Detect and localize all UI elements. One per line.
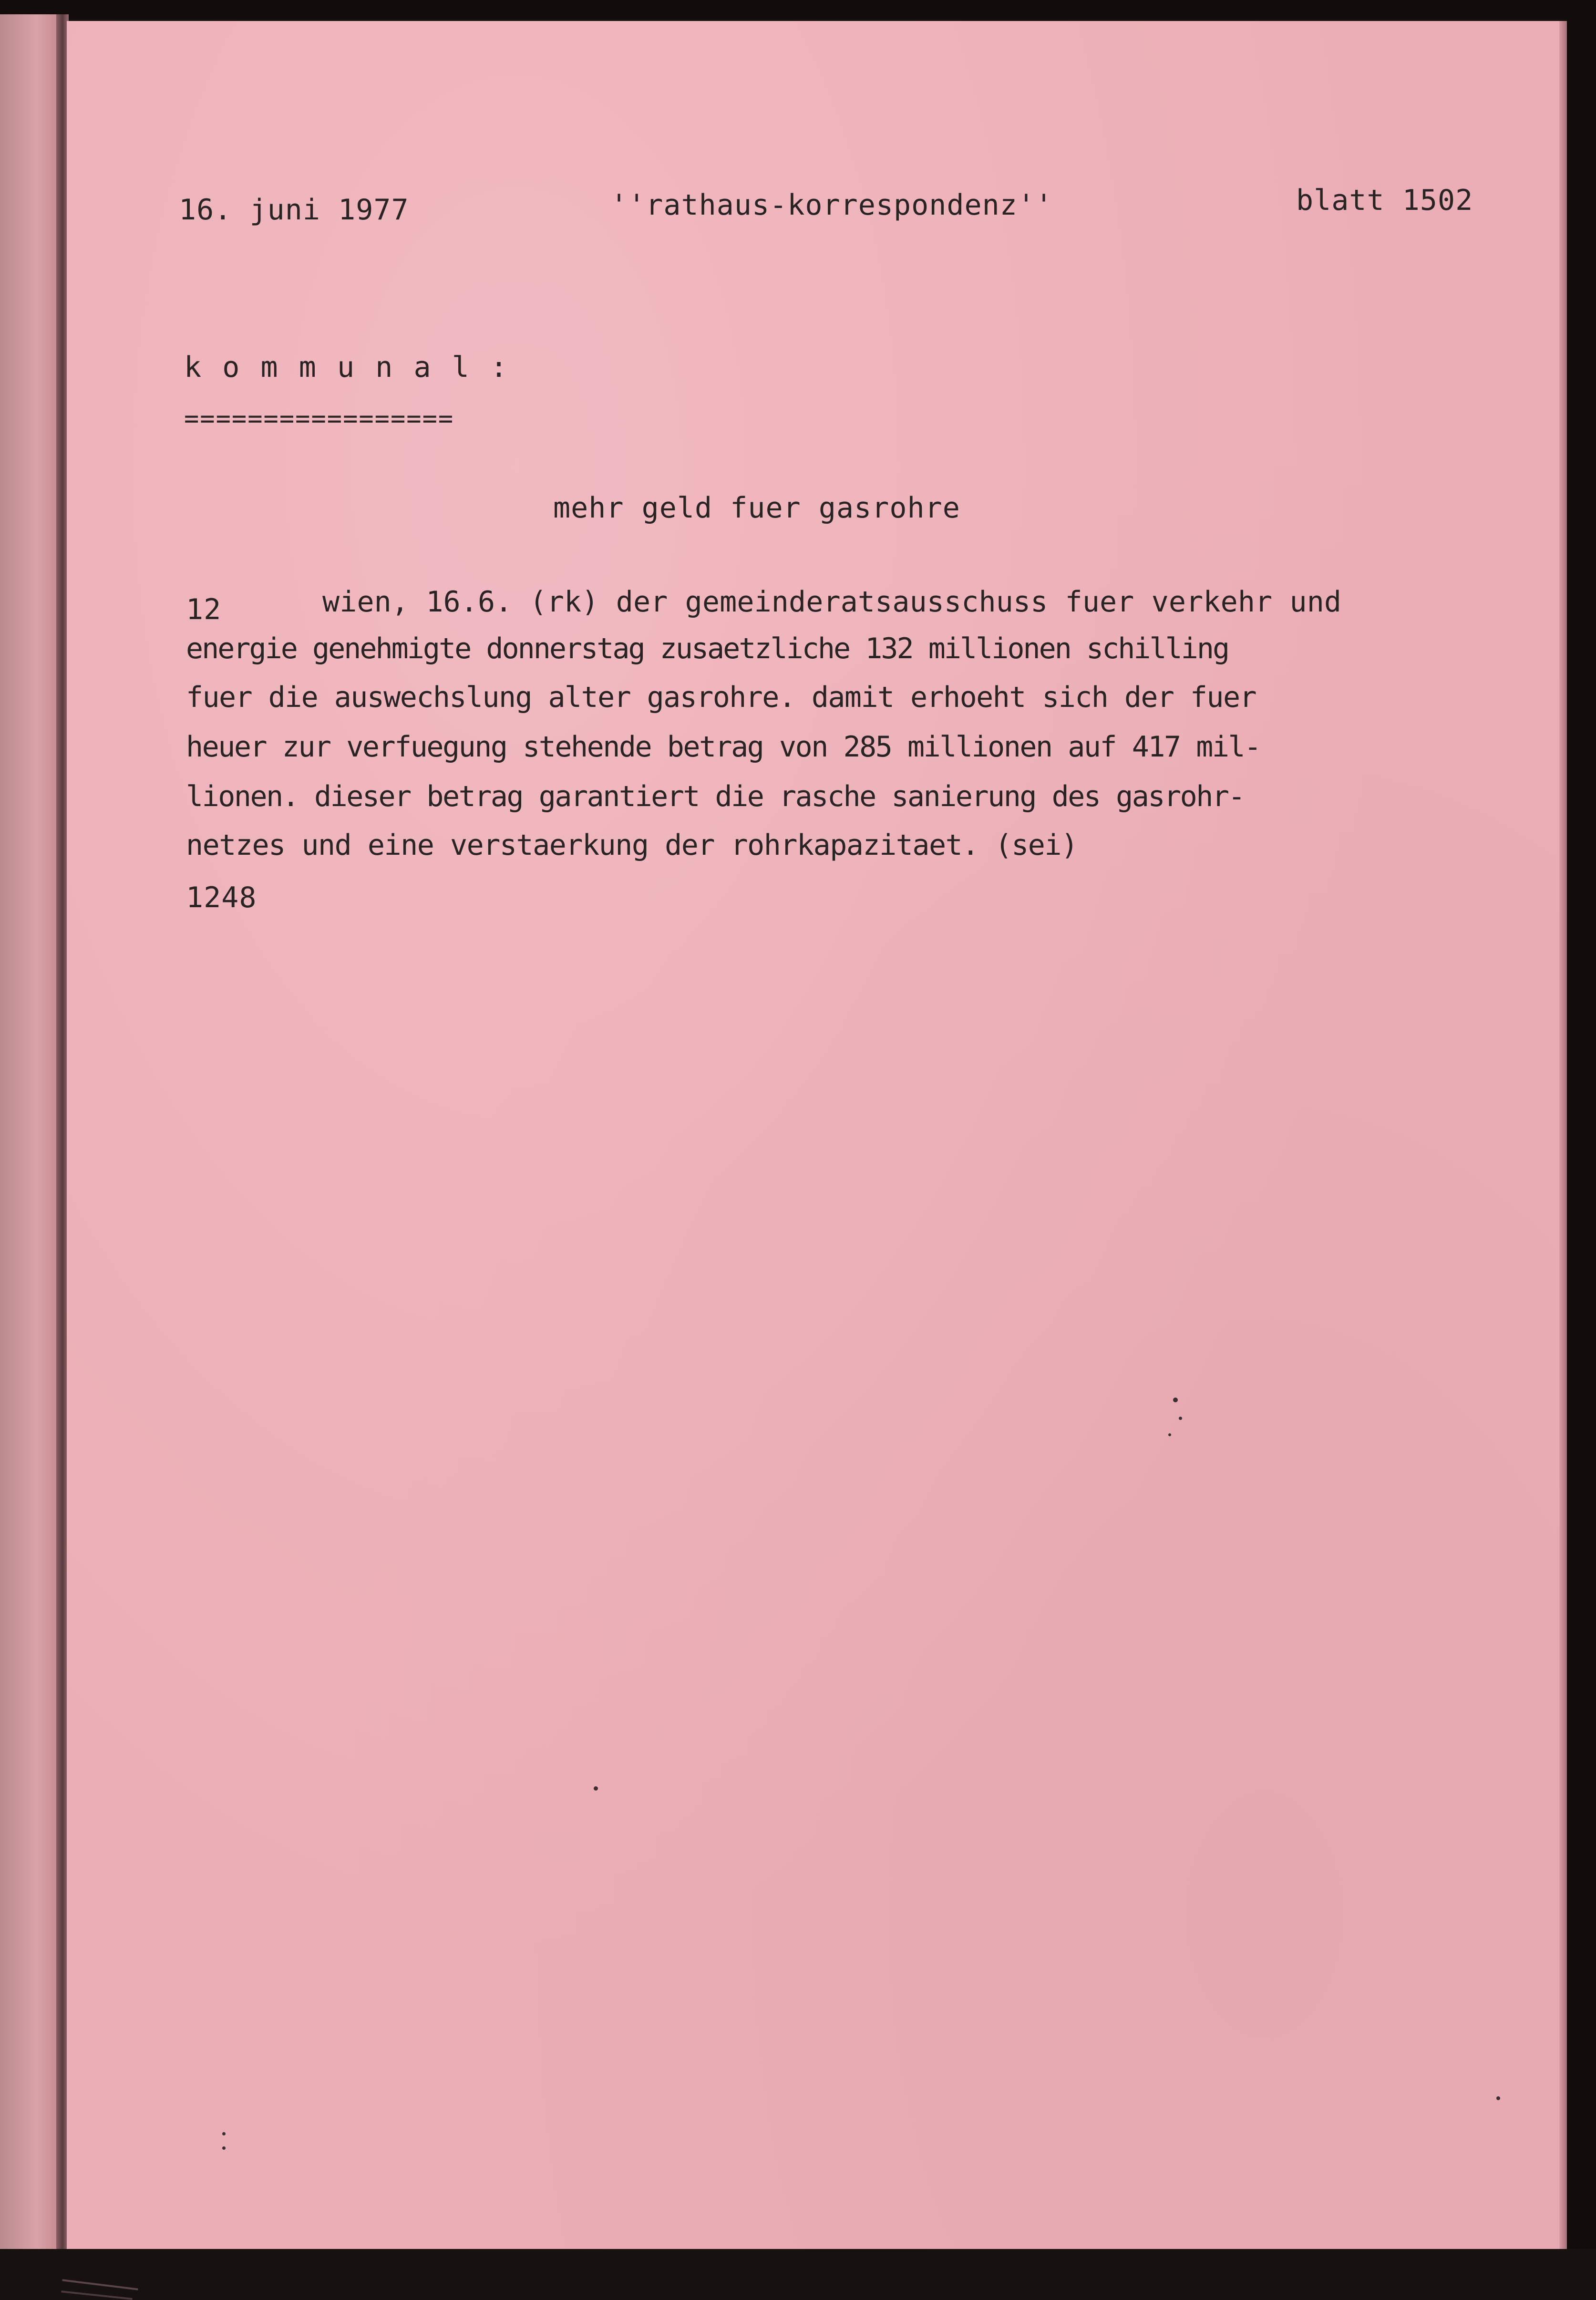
paper-speck	[1168, 1433, 1171, 1436]
article-line: fuer die auswechslung alter gasrohre. damit erhoeht sich der fuer	[186, 681, 1256, 714]
article-time-code: 1248	[186, 881, 257, 914]
scan-border-top	[0, 0, 1596, 19]
article-line: energie genehmigte donnerstag zusaetzliche 132 millionen schilling	[186, 632, 1229, 665]
paper-speck	[1179, 1417, 1182, 1420]
previous-page-edge	[0, 14, 61, 2249]
crease-line	[62, 2279, 138, 2290]
section-heading: k o m m u n a l :	[184, 351, 510, 384]
article-number: 12	[186, 593, 222, 626]
header-sheet-number: blatt 1502	[1296, 184, 1473, 217]
paper-speck	[1496, 2096, 1500, 2100]
header-publication: ''rathaus-korrespondenz''	[610, 188, 1053, 222]
sheet-right-edge	[1559, 21, 1567, 2249]
section-underline: =================	[184, 404, 454, 433]
article-line: heuer zur verfuegung stehende betrag von 285 millionen auf 417 mil-	[186, 730, 1260, 764]
header-date: 16. juni 1977	[179, 193, 409, 227]
paper-speck	[222, 2146, 226, 2150]
article-line: lionen. dieser betrag garantiert die rasche sanierung des gasrohr-	[186, 780, 1245, 813]
article-title: mehr geld fuer gasrohre	[553, 491, 960, 525]
scan-border-right	[1567, 0, 1596, 2249]
article-line: wien, 16.6. (rk) der gemeinderatsausschuss fuer verkehr und	[322, 585, 1342, 619]
paper-speck	[1173, 1398, 1178, 1402]
fold-mark	[61, 2290, 133, 2300]
paper-speck	[594, 1786, 598, 1791]
paper-speck	[222, 2132, 226, 2135]
article-line: netzes und eine verstaerkung der rohrkapazitaet. (sei)	[186, 829, 1078, 862]
